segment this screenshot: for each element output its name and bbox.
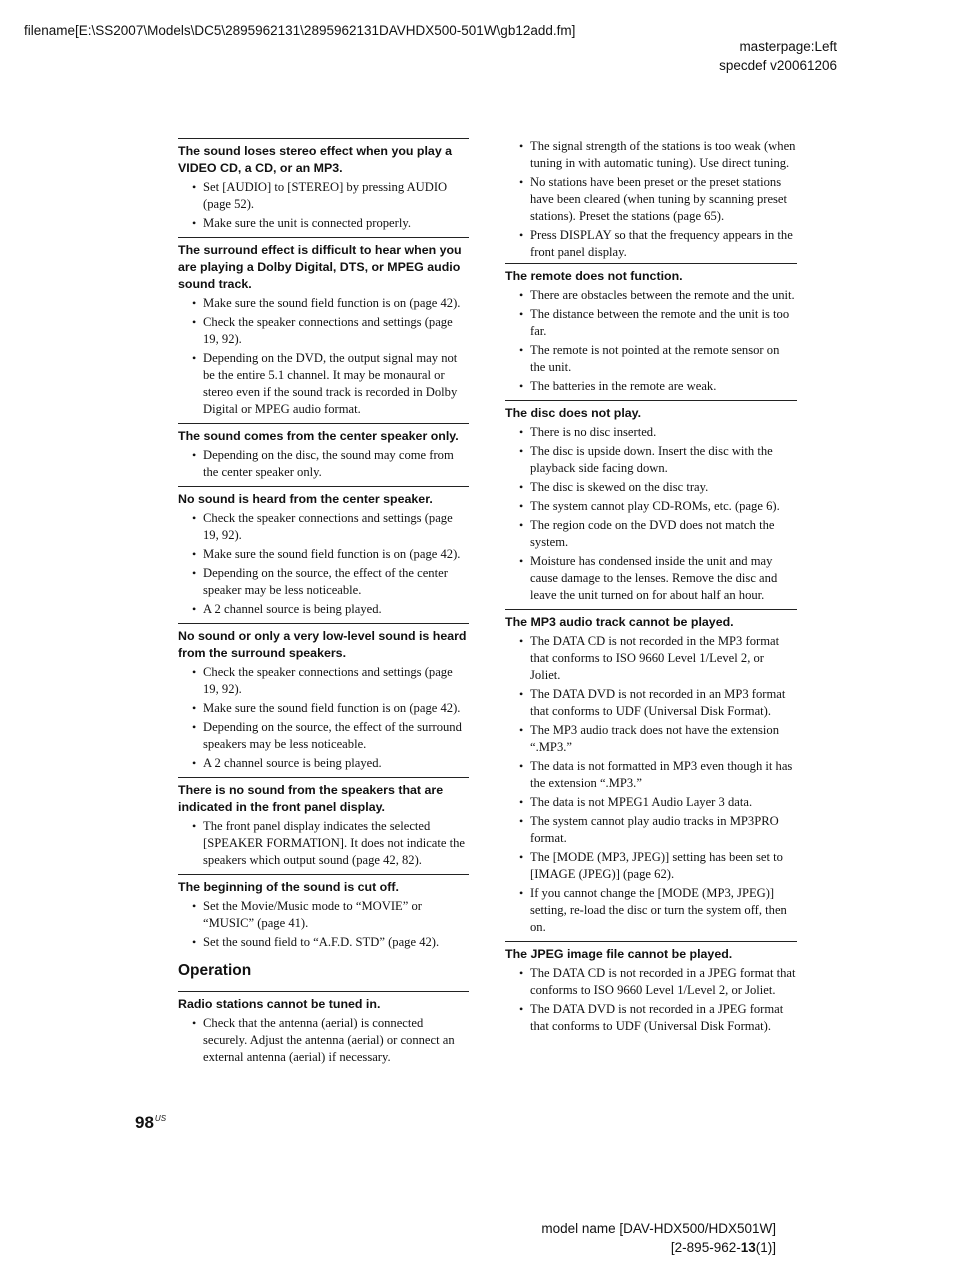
section-heading: The disc does not play.: [505, 406, 642, 420]
section-items: [505, 633, 797, 936]
list-item: • No stations have been preset or the preset stations have been cleared (when tuning by scanning preset stations). Preset the stations (page 65).: [505, 174, 797, 225]
list-item: • The disc is upside down. Insert the disc with the playback side facing down.: [505, 443, 797, 477]
section-heading: No sound is heard from the center speaker.: [178, 492, 433, 506]
model-footer: [541, 1219, 776, 1257]
troubleshoot-section: [178, 991, 469, 1066]
troubleshoot-section: [178, 237, 469, 418]
list-item: • Depending on the source, the effect of the center speaker may be less noticeable.: [178, 565, 469, 599]
list-item: • The front panel display indicates the selected [SPEAKER FORMATION]. It does not indicate the speakers which output sound (page 42, 82).: [178, 818, 469, 869]
section-heading: The beginning of the sound is cut off.: [178, 880, 399, 894]
masterpage-label: masterpage:Left: [739, 39, 837, 54]
section-items: [178, 510, 469, 618]
model-code: [541, 1238, 776, 1257]
list-item: • There is no disc inserted.: [505, 424, 797, 441]
specdef-label: specdef v20061206: [719, 58, 837, 73]
troubleshoot-section: [505, 609, 797, 936]
list-item: • Set [AUDIO] to [STEREO] by pressing AUDIO (page 52).: [178, 179, 469, 213]
page-number: [135, 1113, 166, 1133]
troubleshoot-section: [505, 941, 797, 1035]
model-code-suffix: (1)]: [755, 1240, 776, 1255]
section-heading: No sound or only a very low-level sound is heard from the surround speakers.: [178, 629, 467, 660]
masterpage-block: [719, 37, 837, 75]
list-item: • The distance between the remote and the unit is too far.: [505, 306, 797, 340]
list-item: • The system cannot play CD-ROMs, etc. (page 6).: [505, 498, 797, 515]
model-code-prefix: [2-895-962-: [670, 1240, 741, 1255]
troubleshoot-section: [178, 486, 469, 618]
list-item: • Make sure the sound field function is on (page 42).: [178, 700, 469, 717]
operation-sections: [178, 991, 469, 1066]
list-item: • Set the Movie/Music mode to “MOVIE” or “MUSIC” (page 41).: [178, 898, 469, 932]
list-item: • The system cannot play audio tracks in MP3PRO format.: [505, 813, 797, 847]
list-item: • Make sure the sound field function is on (page 42).: [178, 546, 469, 563]
list-item: • The DATA DVD is not recorded in an MP3 format that conforms to UDF (Universal Disk Format).: [505, 686, 797, 720]
section-heading: The remote does not function.: [505, 269, 683, 283]
section-items: [178, 664, 469, 772]
troubleshoot-section: [505, 400, 797, 604]
list-item: • The region code on the DVD does not match the system.: [505, 517, 797, 551]
list-item: • Check the speaker connections and settings (page 19, 92).: [178, 314, 469, 348]
list-item: • There are obstacles between the remote and the unit.: [505, 287, 797, 304]
list-item: • Depending on the disc, the sound may come from the center speaker only.: [178, 447, 469, 481]
list-item: • Depending on the DVD, the output signal may not be the entire 5.1 channel. It may be monaural or stereo even if the sound track is recorded in Dolby Digital or MPEG audio format.: [178, 350, 469, 418]
troubleshoot-section: [178, 423, 469, 481]
list-item: • A 2 channel source is being played.: [178, 755, 469, 772]
list-item: • Check the speaker connections and settings (page 19, 92).: [178, 664, 469, 698]
right-top-list: [505, 138, 797, 261]
section-items: [178, 1015, 469, 1066]
section-heading: The surround effect is difficult to hear when you are playing a Dolby Digital, DTS, or MPEG audio sound track.: [178, 243, 462, 291]
list-item: • The MP3 audio track does not have the extension “.MP3.”: [505, 722, 797, 756]
right-sections: [505, 263, 797, 1035]
section-items: [178, 898, 469, 951]
troubleshoot-section: [505, 263, 797, 395]
right-column: [505, 138, 797, 1040]
list-item: • The remote is not pointed at the remote sensor on the unit.: [505, 342, 797, 376]
section-items: [505, 424, 797, 604]
left-column: [178, 138, 469, 1071]
troubleshoot-section: [178, 777, 469, 869]
model-name: model name [DAV-HDX500/HDX501W]: [541, 1221, 776, 1236]
troubleshoot-section: [178, 874, 469, 951]
troubleshoot-section: [178, 623, 469, 772]
list-item: • A 2 channel source is being played.: [178, 601, 469, 618]
list-item: • Set the sound field to “A.F.D. STD” (page 42).: [178, 934, 469, 951]
list-item: • The batteries in the remote are weak.: [505, 378, 797, 395]
list-item: • The [MODE (MP3, JPEG)] setting has been set to [IMAGE (JPEG)] (page 62).: [505, 849, 797, 883]
section-items: [505, 287, 797, 395]
list-item: • Check that the antenna (aerial) is connected securely. Adjust the antenna (aerial) or connect an external antenna (aerial) if necessary.: [178, 1015, 469, 1066]
list-item: • The DATA CD is not recorded in the MP3 format that conforms to ISO 9660 Level 1/Level 2, or Joliet.: [505, 633, 797, 684]
section-heading: There is no sound from the speakers that are indicated in the front panel display.: [178, 783, 444, 814]
section-items: [178, 818, 469, 869]
list-item: • Check the speaker connections and settings (page 19, 92).: [178, 510, 469, 544]
section-items: [178, 179, 469, 232]
filename-line: filename[E:\SS2007\Models\DC5\2895962131\2895962131DAVHDX500-501W\gb12add.fm]: [24, 23, 576, 38]
list-item: • The DATA DVD is not recorded in a JPEG format that conforms to UDF (Universal Disk Format).: [505, 1001, 797, 1035]
operation-title: Operation: [178, 962, 252, 979]
list-item: • Moisture has condensed inside the unit and may cause damage to the lenses. Remove the disc and leave the unit turned on for about half an hour.: [505, 553, 797, 604]
page-number-suffix: US: [154, 1114, 167, 1123]
list-item: • The disc is skewed on the disc tray.: [505, 479, 797, 496]
section-items: [505, 965, 797, 1035]
section-heading: The sound comes from the center speaker only.: [178, 429, 459, 443]
model-code-bold: 13: [740, 1240, 756, 1255]
list-item: • Make sure the unit is connected properly.: [178, 215, 469, 232]
section-items: [178, 447, 469, 481]
list-item: • The signal strength of the stations is too weak (when tuning in with automatic tuning). Use direct tuning.: [505, 138, 797, 172]
list-item: • The data is not MPEG1 Audio Layer 3 data.: [505, 794, 797, 811]
list-item: • Press DISPLAY so that the frequency appears in the front panel display.: [505, 227, 797, 261]
left-sections: [178, 138, 469, 951]
list-item: • Depending on the source, the effect of the surround speakers may be less noticeable.: [178, 719, 469, 753]
list-item: • If you cannot change the [MODE (MP3, JPEG)] setting, re-load the disc or turn the system off, then on.: [505, 885, 797, 936]
troubleshoot-section: [178, 138, 469, 232]
list-item: • Make sure the sound field function is on (page 42).: [178, 295, 469, 312]
section-heading: The JPEG image file cannot be played.: [505, 947, 733, 961]
section-items: [178, 295, 469, 418]
list-item: • The data is not formatted in MP3 even though it has the extension “.MP3.”: [505, 758, 797, 792]
section-heading: Radio stations cannot be tuned in.: [178, 997, 381, 1011]
page-number-value: 98: [135, 1113, 154, 1132]
list-item: • The DATA CD is not recorded in a JPEG format that conforms to ISO 9660 Level 1/Level 2, or Joliet.: [505, 965, 797, 999]
section-heading: The MP3 audio track cannot be played.: [505, 615, 734, 629]
section-heading: The sound loses stereo effect when you play a VIDEO CD, a CD, or an MP3.: [178, 144, 453, 175]
